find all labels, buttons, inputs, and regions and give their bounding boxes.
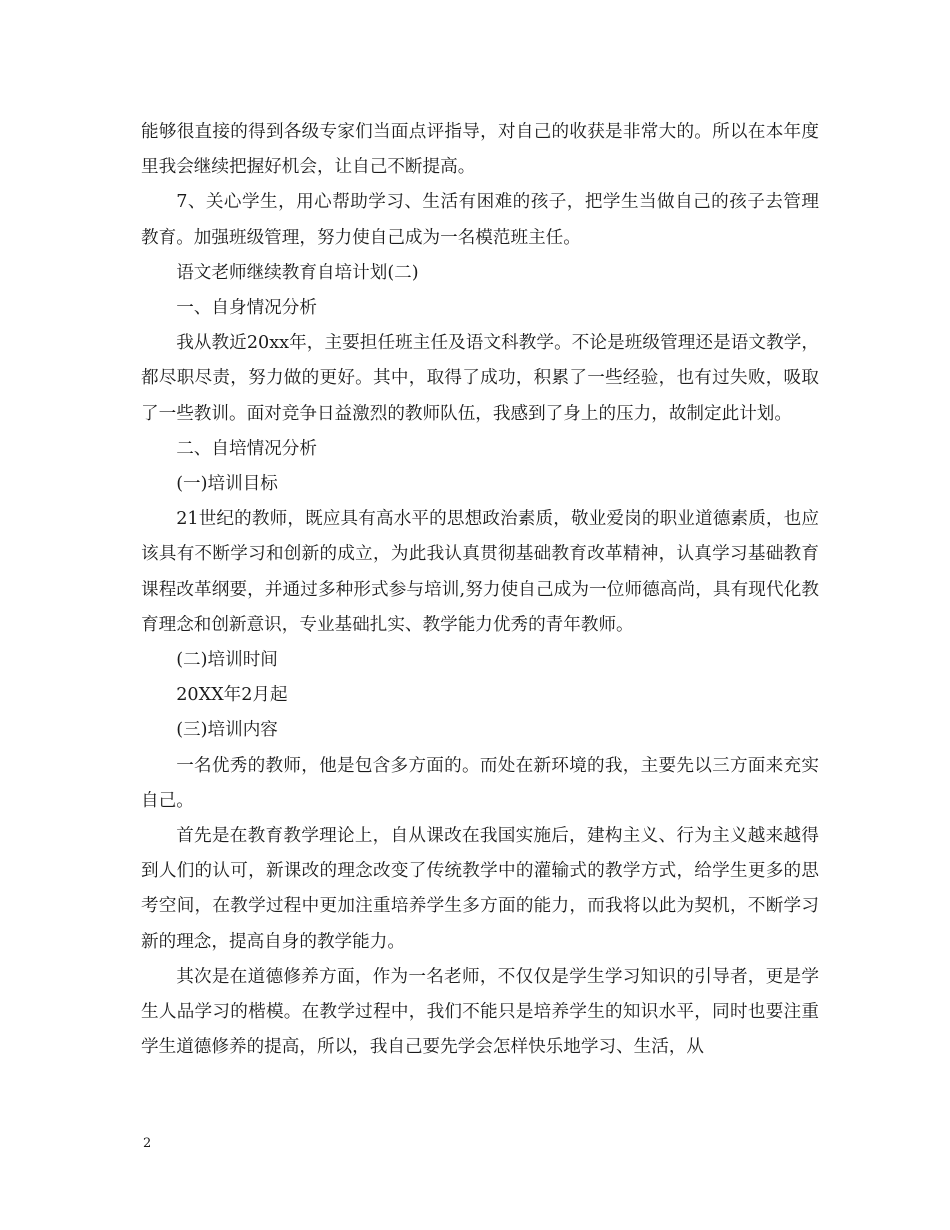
section-title: 语文老师继续教育自培计划(二) — [176, 262, 419, 283]
document-body — [141, 115, 819, 1065]
paragraph-training-time: 20XX年2月起 — [176, 685, 288, 706]
heading-training-analysis: 二、自培情况分析 — [176, 438, 317, 459]
paragraph-self-analysis: 我从教近20xx年，主要担任班主任及语文科教学。不论是班级管理还是语文教学，都尽职尽责，努力做的更好。其中，取得了成功，积累了一些经验，也有过失败，吸取了一些教训。面对竞争日益激烈的教师队伍，我感到了身上的压力，故制定此计划。 — [141, 333, 819, 424]
subheading-training-time: (二)培训时间 — [176, 650, 278, 671]
paragraph-theory: 首先是在教育教学理论上，自从课改在我国实施后，建构主义、行为主义越来越得到人们的认可，新课改的理念改变了传统教学中的灌输式的教学方式，给学生更多的思考空间，在教学过程中更加注重培养学生多方面的能力，而我将以此为契机，不断学习新的理念，提高自身的教学能力。 — [141, 826, 819, 952]
paragraph-morality: 其次是在道德修养方面，作为一名老师，不仅仅是学生学习知识的引导者，更是学生人品学习的楷模。在教学过程中，我们不能只是培养学生的知识水平，同时也要注重学生道德修养的提高，所以，我自己要先学会怎样快乐地学习、生活，从 — [141, 966, 819, 1058]
subheading-training-content: (三)培训内容 — [176, 720, 278, 741]
paragraph-training-intro: 一名优秀的教师，他是包含多方面的。而处在新环境的我，主要先以三方面来充实自己。 — [141, 755, 819, 811]
page-number: 2 — [143, 1136, 152, 1151]
paragraph-item-7: 7、关心学生，用心帮助学习、生活有困难的孩子，把学生当做自己的孩子去管理教育。加强班级管理，努力使自己成为一名模范班主任。 — [141, 192, 819, 248]
paragraph-training-goal: 21世纪的教师，既应具有高水平的思想政治素质，敬业爱岗的职业道德素质，也应该具有不断学习和创新的成立，为此我认真贯彻基础教育改革精神，认真学习基础教育课程改革纲要，并通过多种形式参与培训,努力使自己成为一位师德高尚，具有现代化教育理念和创新意识，专业基础扎实、教学能力优秀的青年教师。 — [141, 509, 819, 635]
subheading-training-goal: (一)培训目标 — [176, 474, 278, 495]
paragraph-continuation: 能够很直接的得到各级专家们当面点评指导，对自己的收获是非常大的。所以在本年度里我会继续把握好机会，让自己不断提高。 — [141, 122, 819, 178]
heading-self-analysis: 一、自身情况分析 — [176, 298, 317, 319]
